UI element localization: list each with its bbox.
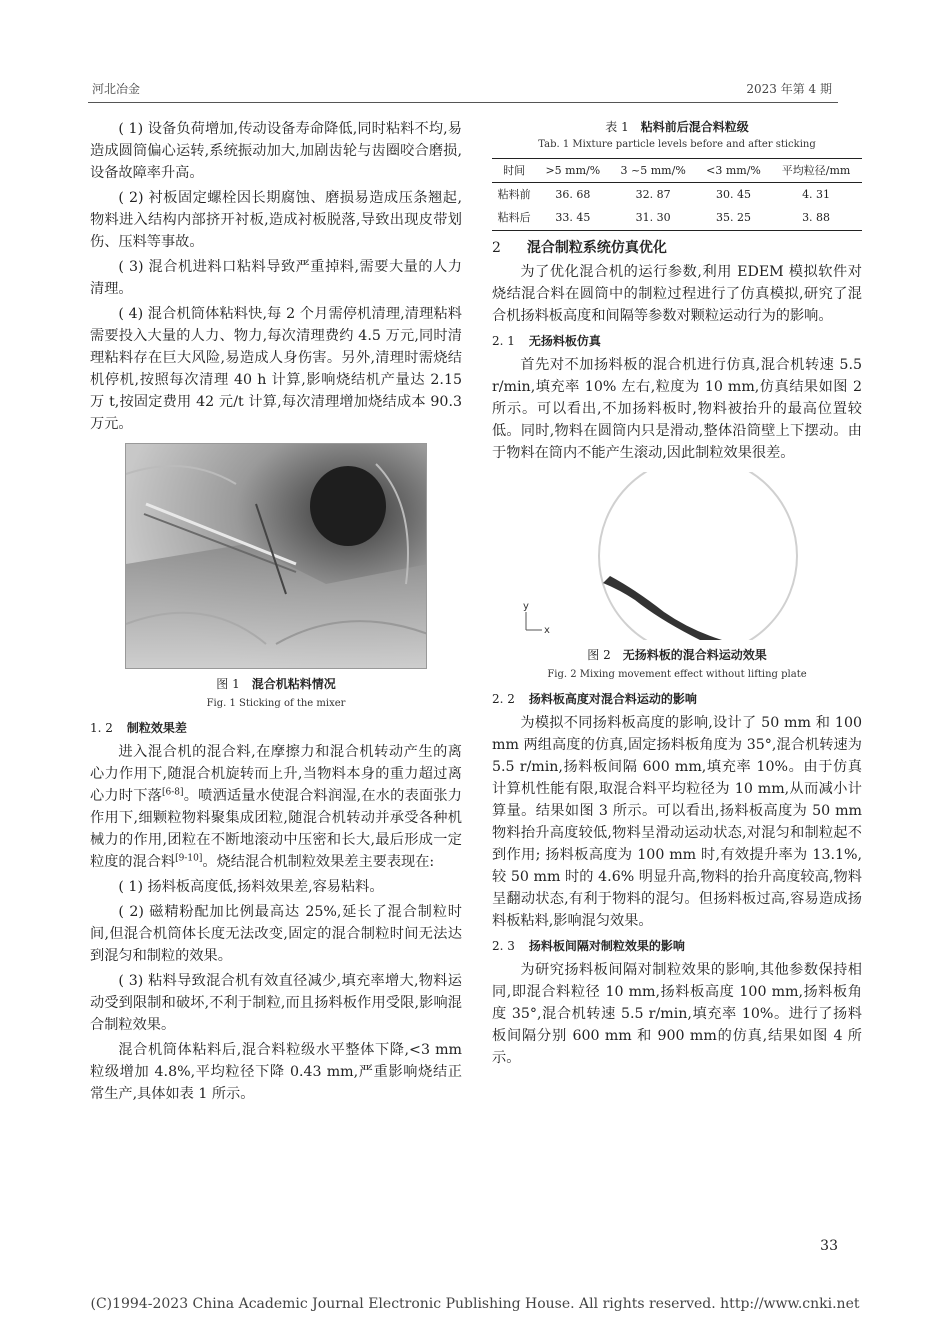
figure-2-caption: 图 2 无扬料板的混合料运动效果 (587, 648, 767, 662)
table-1-title: 表 1 粘料前后混合料粒级 (605, 120, 749, 134)
table-cell: 粘料前 (497, 187, 531, 201)
list-item: ( 1) 设备负荷增加,传动设备寿命降低,同时粘料不均,易造成圆筒偏心运转,系统振动加大,加剧齿轮与齿圈咬合磨损,设备故障率升高。 (90, 121, 462, 181)
column-header: <3 mm/% (706, 163, 761, 177)
section-2-2-heading: 2. 2 扬料板高度对混合料运动的影响 (492, 692, 697, 706)
copyright-footer: (C)1994-2023 China Academic Journal Electronic Publishing House. All rights reserved. http://www.cnki.net (90, 1296, 860, 1312)
column-header: 3 ~5 mm/% (620, 163, 686, 177)
figure-1-caption-en: Fig. 1 Sticking of the mixer (206, 698, 346, 709)
page-number: 33 (820, 1238, 838, 1254)
table-header-row (492, 159, 862, 183)
table-cell: 36. 68 (555, 187, 591, 201)
list-item: ( 2) 衬板固定螺栓因长期腐蚀、磨损易造成压条翘起,物料进入结构内部挤开衬板,造成衬板脱落,导致出现皮带划伤、压料等事故。 (90, 190, 462, 250)
list-item: ( 4) 混合机筒体粘料快,每 2 个月需停机清理,清理粘料需要投入大量的人力、物力,每次清理费约 4.5 万元,同时清理粘料存在巨大风险,易造成人身伤害。另外,清理时需烧结机停机,按照每次清理 40 h 计算,影响烧结机产量达 2.15 万 t,按固定费用 42 元/t 计算,每次清理增加烧结成本 90.3 万元。 (90, 306, 462, 432)
column-header: 平均粒径/mm (781, 163, 851, 177)
paragraph: 进入混合机的混合料,在摩擦力和混合机转动产生的离心力作用下,随混合机旋转而上升,当物料本身的重力超过离心力时下落[6-8]。喷洒适量水使混合料润湿,在水的表面张力作用下,细颗粒物料聚集成团粒,随混合机转动并承受各种机械力的作用,团粒在不断地滚动中压密和长大,最后形成一定粒度的混合料[9-10]。烧结混合机制粒效果差主要表现在: (90, 744, 462, 870)
list-item: ( 3) 粘料导致混合机有效直径减少,填充率增大,物料运动受到限制和破坏,不利于制粒,而且扬料板作用受限,影响混合制粒效果。 (90, 973, 462, 1033)
paragraph: 首先对不加扬料板的混合机进行仿真,混合机转速 5.5 r/min,填充率 10% 左右,粒度为 10 mm,仿真结果如图 2 所示。可以看出,不加扬料板时,物料被抬升的最高位置较低。同时,物料在圆筒内只是滑动,整体沿筒壁上下摆动。由于物料在筒内不能产生滚动,因此制粒效果很差。 (492, 357, 862, 461)
table-row (492, 207, 862, 231)
table-cell: 粘料后 (497, 211, 531, 225)
journal-name: 河北冶金 (92, 82, 141, 96)
particle-level-table (492, 158, 862, 231)
table-row (492, 183, 862, 207)
header-rule (88, 102, 838, 103)
table-cell: 31. 30 (635, 211, 671, 225)
section-1-2-heading: 1. 2 制粒效果差 (90, 721, 187, 735)
table-cell: 33. 45 (555, 211, 591, 225)
list-item: ( 1) 扬料板高度低,扬料效果差,容易粘料。 (118, 879, 384, 895)
figure-1-caption: 图 1 混合机粘料情况 (216, 677, 336, 691)
paragraph: 为了优化混合机的运行参数,利用 EDEM 模拟软件对烧结混合料在圆筒中的制粒过程进行了仿真模拟,研究了混合机扬料板高度和间隔等参数对颗粒运动行为的影响。 (492, 264, 862, 324)
citation: [9-10] (175, 853, 203, 864)
list-item: ( 2) 磁精粉配加比例最高达 25%,延长了混合制粒时间,但混合机筒体长度无法改变,固定的混合制粒时间无法达到混匀和制粒的效果。 (90, 904, 462, 964)
paragraph: 为模拟不同扬料板高度的影响,设计了 50 mm 和 100 mm 两组高度的仿真,固定扬料板角度为 35°,混合机转速为 5.5 r/min,扬料板间隔 600 mm,填充率 10%。由于仿真计算机性能有限,取混合料平均粒径为 10 mm,从而减小计算量。结果如图 3 所示。可以看出,扬料板高度为 50 mm 物料抬升高度较低,物料呈滑动运动状态,对混匀和制粒起不到作用; 扬料板高度为 100 mm 时,有效提升率为 13.1%,较 50 mm 时的 4.6% 明显升高,物料的抬升高度较高,物料呈翻动状态,有利于物料的混匀。但扬料板过高,容易造成扬料板粘料,影响混匀效果。 (492, 715, 862, 929)
column-header: >5 mm/% (545, 163, 601, 177)
table-1-title-en: Tab. 1 Mixture particle levels before and after sticking (538, 139, 816, 150)
table-cell: 35. 25 (715, 211, 751, 225)
x-axis-label: x (544, 625, 550, 636)
section-2-1-heading: 2. 1 无扬料板仿真 (492, 334, 601, 348)
column-header: 时间 (503, 163, 526, 177)
list-item: ( 3) 混合机进料口粘料导致严重掉料,需要大量的人力清理。 (90, 259, 462, 297)
section-2-3-heading: 2. 3 扬料板间隔对制粒效果的影响 (492, 939, 685, 953)
section-2-heading: 2 混合制粒系统仿真优化 (492, 240, 667, 256)
table-cell: 30. 45 (715, 187, 751, 201)
drum-outline (599, 472, 797, 640)
table-cell: 32. 87 (635, 187, 671, 201)
issue-label: 2023 年第 4 期 (746, 82, 832, 96)
citation: [6-8] (162, 787, 184, 798)
table-cell: 3. 88 (802, 211, 831, 225)
paragraph: 混合机筒体粘料后,混合料粒级水平整体下降,<3 mm 粒级增加 4.8%,平均粒径下降 0.43 mm,严重影响烧结正常生产,具体如表 1 所示。 (90, 1042, 462, 1102)
right-column (492, 118, 862, 1072)
figure-2-caption-en: Fig. 2 Mixing movement effect without lifting plate (547, 669, 807, 680)
simulation-figure-2 (492, 472, 862, 640)
paragraph: 为研究扬料板间隔对制粒效果的影响,其他参数保持相同,即混合料粒径 10 mm,扬料板高度 100 mm,扬料板角度 35°,混合机转速 5.5 r/min,填充率 10%。进行了扬料板间隔分别 600 mm 和 900 mm的仿真,结果如图 4 所示。 (492, 962, 862, 1066)
y-axis-label: y (523, 601, 529, 612)
mixer-sticking-photo (125, 443, 427, 669)
table-cell: 4. 31 (802, 187, 831, 201)
left-column (90, 118, 462, 1108)
